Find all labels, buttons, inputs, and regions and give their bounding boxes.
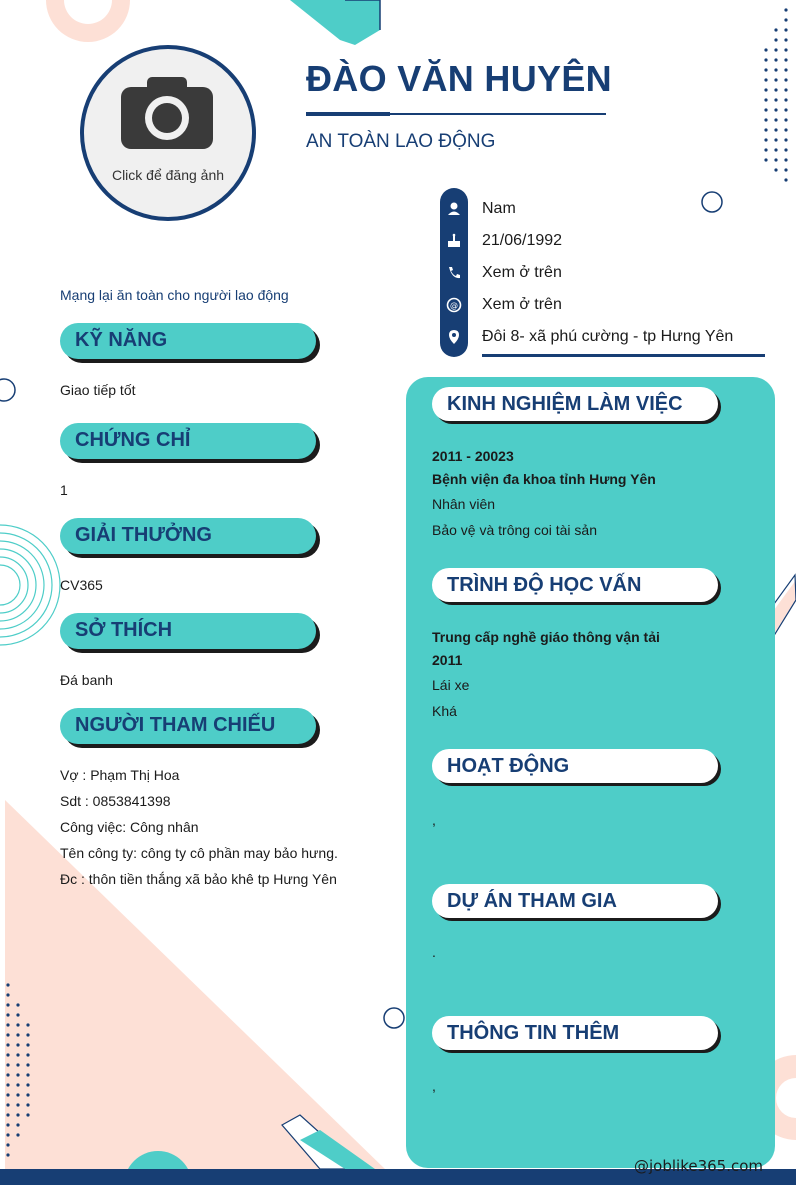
- section-title: DỰ ÁN THAM GIA: [447, 890, 617, 912]
- section-title: CHỨNG CHỈ: [75, 429, 191, 451]
- section-title: HOẠT ĐỘNG: [447, 755, 570, 777]
- section-certificates-header: [60, 423, 316, 459]
- reference-line: Công việc: Công nhân: [60, 819, 199, 835]
- education-year: 2011: [432, 652, 463, 668]
- section-awards-header: [60, 518, 316, 554]
- education-school: Trung cấp nghề giáo thông vận tải: [432, 629, 660, 645]
- name-divider-accent: [306, 112, 390, 116]
- section-projects-header: [432, 884, 718, 918]
- extra-text: ,: [432, 1078, 436, 1094]
- candidate-name: ĐÀO VĂN HUYÊN: [306, 58, 612, 99]
- section-title: NGƯỜI THAM CHIẾU: [75, 714, 276, 736]
- certificates-text: 1: [60, 482, 68, 498]
- section-references-header: [60, 708, 316, 744]
- section-title: GIẢI THƯỞNG: [75, 524, 212, 546]
- photo-upload-label: Click để đăng ảnh: [111, 167, 225, 183]
- hobbies-text: Đá banh: [60, 672, 113, 688]
- section-title: SỞ THÍCH: [75, 619, 173, 641]
- section-experience-header: [432, 387, 718, 421]
- section-title: TRÌNH ĐỘ HỌC VẤN: [447, 574, 642, 596]
- experience-period: 2011 - 20023: [432, 448, 514, 464]
- phone-icon: [444, 263, 464, 283]
- experience-description: Bảo vệ và trông coi tài sản: [432, 522, 597, 538]
- section-hobbies-header: [60, 613, 316, 649]
- user-icon: [444, 199, 464, 219]
- avatar-upload[interactable]: [80, 45, 256, 221]
- section-activities-header: [432, 749, 718, 783]
- career-objective: Mạng lại ăn toàn cho người lao động: [60, 287, 289, 303]
- address-value: Đôi 8- xã phú cường - tp Hưng Yên: [482, 328, 734, 345]
- dot-pattern-bottom-left: [0, 975, 40, 1165]
- email-value: Xem ở trên: [482, 296, 562, 313]
- skills-text: Giao tiếp tốt: [60, 382, 136, 398]
- birthday-value: 21/06/1992: [482, 232, 563, 249]
- gender-value: Nam: [482, 200, 516, 217]
- job-title: AN TOÀN LAO ĐỘNG: [306, 131, 496, 152]
- reference-line: Đc : thôn tiền thắng xã bảo khê tp Hưng Yên: [60, 871, 337, 887]
- section-education-header: [432, 568, 718, 602]
- reference-line: Vợ : Phạm Thị Hoa: [60, 767, 180, 783]
- experience-company: Bệnh viện đa khoa tỉnh Hưng Yên: [432, 471, 656, 487]
- info-divider: [482, 354, 765, 357]
- dot-pattern-top-right: [760, 0, 796, 190]
- section-title: THÔNG TIN THÊM: [447, 1022, 620, 1044]
- svg-text:@: @: [450, 301, 458, 310]
- birthday-cake-icon: [444, 231, 464, 251]
- reference-line: Tên công ty: công ty cô phần may bảo hưng.: [60, 845, 338, 861]
- section-skills-header: [60, 323, 316, 359]
- location-pin-icon: [444, 327, 464, 347]
- reference-line: Sdt : 0853841398: [60, 793, 171, 809]
- section-title: KỸ NĂNG: [75, 329, 168, 351]
- email-icon: [444, 295, 464, 315]
- projects-text: .: [432, 944, 436, 960]
- camera-icon: [117, 73, 217, 153]
- experience-position: Nhân viên: [432, 496, 496, 512]
- activities-text: ,: [432, 812, 436, 828]
- education-major: Lái xe: [432, 677, 470, 693]
- awards-text: CV365: [60, 577, 103, 593]
- phone-value: Xem ở trên: [482, 264, 562, 281]
- section-title: KINH NGHIỆM LÀM VIỆC: [447, 393, 683, 415]
- education-grade: Khá: [432, 703, 457, 719]
- section-extra-header: [432, 1016, 718, 1050]
- footer-watermark: @joblike365.com: [634, 1157, 764, 1175]
